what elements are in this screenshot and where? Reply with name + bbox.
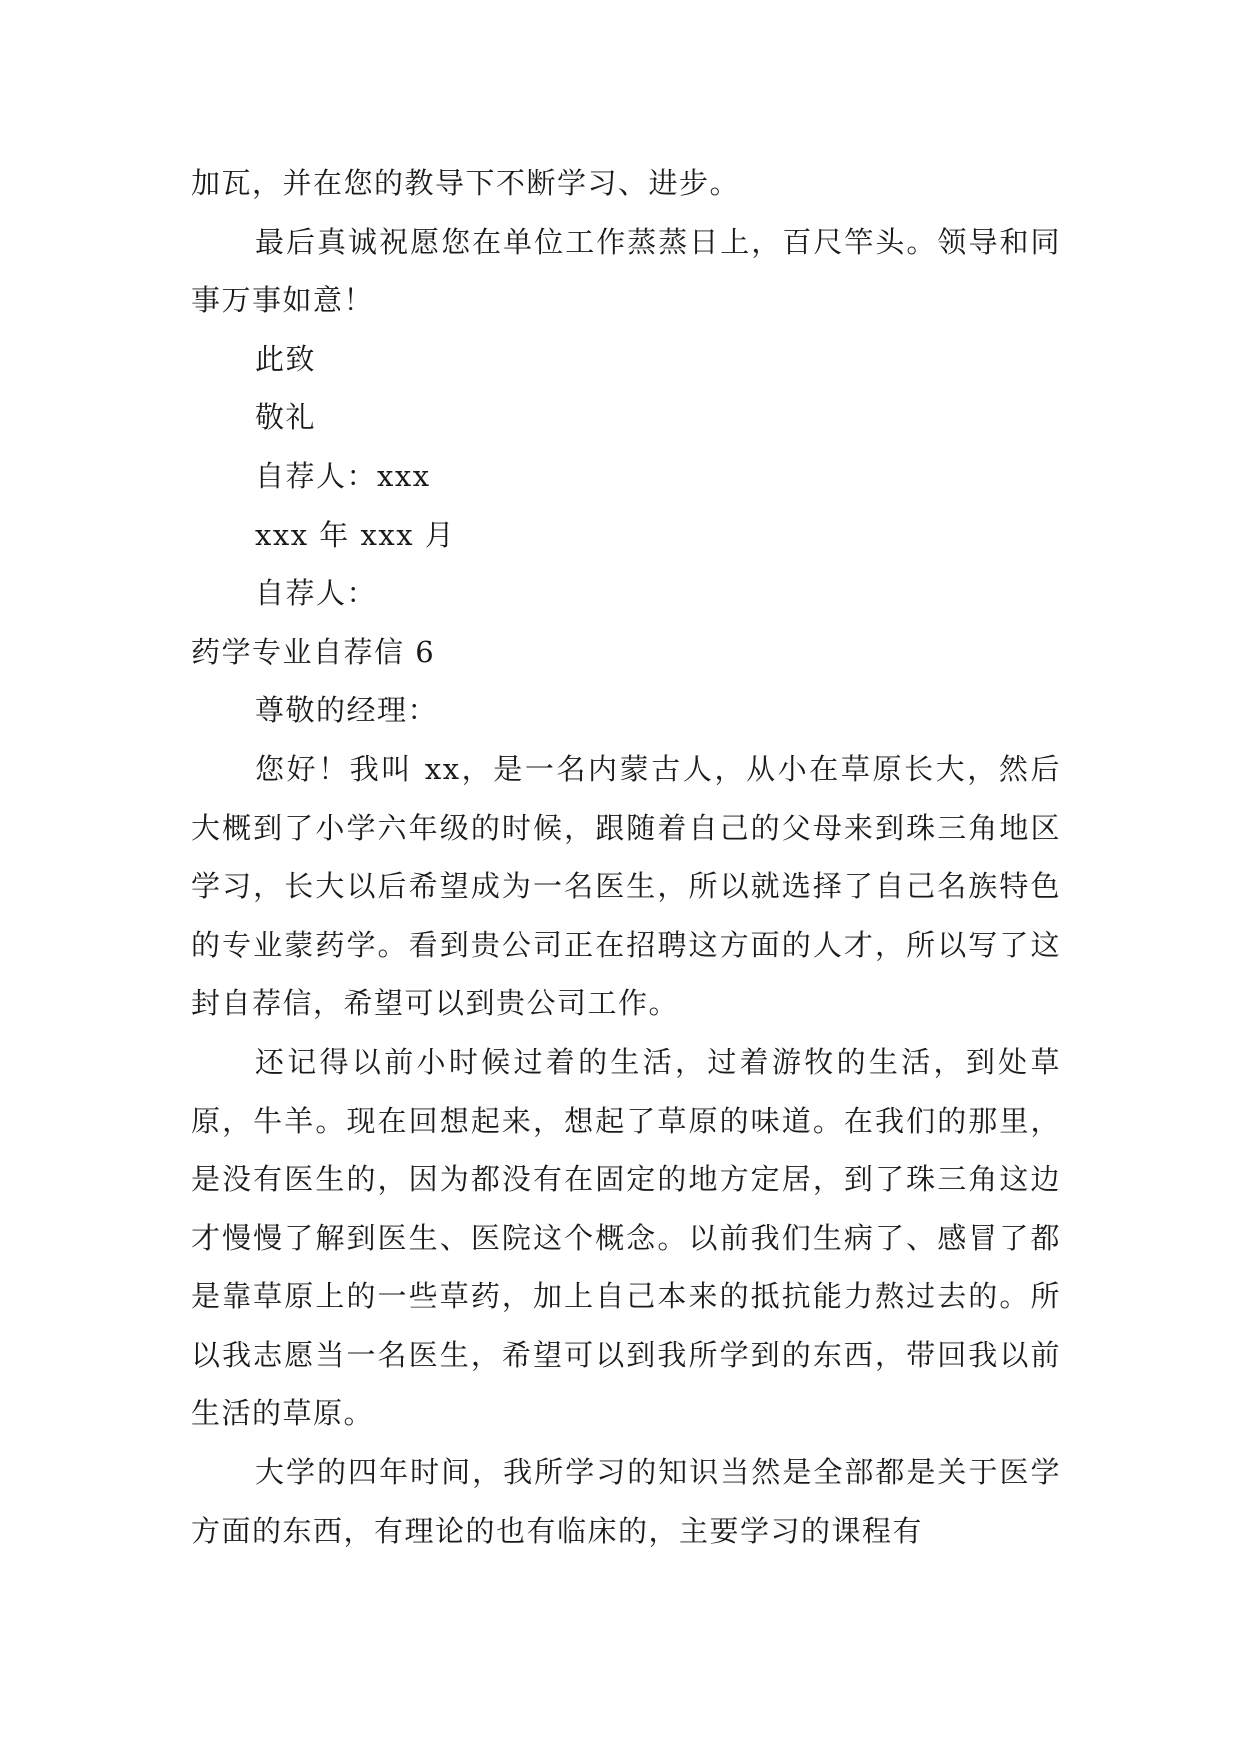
date-line: xxx 年 xxx 月 <box>255 517 456 552</box>
body-paragraph-intro: 您好！我叫 xx，是一名内蒙古人，从小在草原长大，然后大概到了小学六年级的时候，跟随着自己的父母来到珠三角地区学习，长大以后希望成为一名医生，所以就选择了自己名族特色的专业蒙药学。看到贵公司正在招聘这方面的人才，所以写了这封自荐信，希望可以到贵公司工作。 <box>191 751 1061 1021</box>
salutation-line-2: 敬礼 <box>255 400 317 435</box>
paragraph-continuation: 加瓦，并在您的教导下不断学习、进步。 <box>191 166 741 200</box>
salutation-line-1: 此致 <box>255 341 317 376</box>
signer-line-empty: 自荐人： <box>255 576 378 611</box>
closing-wish-paragraph: 最后真诚祝愿您在单位工作蒸蒸日上，百尺竿头。领导和同事万事如意！ <box>191 224 1061 318</box>
greeting-line: 尊敬的经理： <box>255 693 439 728</box>
body-paragraph-memories: 还记得以前小时候过着的生活，过着游牧的生活，到处草原，牛羊。现在回想起来，想起了草原的味道。在我们的那里，是没有医生的，因为都没有在固定的地方定居，到了珠三角这边才慢慢了解到医生、医院这个概念。以前我们生病了、感冒了都是靠草原上的一些草药，加上自己本来的抵抗能力熬过去的。所以我志愿当一名医生，希望可以到我所学到的东西，带回我以前生活的草原。 <box>191 1044 1061 1431</box>
document-body <box>191 154 1061 1560</box>
signer-line: 自荐人：xxx <box>255 458 431 493</box>
section-title: 药学专业自荐信 6 <box>191 634 436 669</box>
body-paragraph-university: 大学的四年时间，我所学习的知识当然是全部都是关于医学方面的东西，有理论的也有临床的，主要学习的课程有 <box>191 1455 1061 1548</box>
